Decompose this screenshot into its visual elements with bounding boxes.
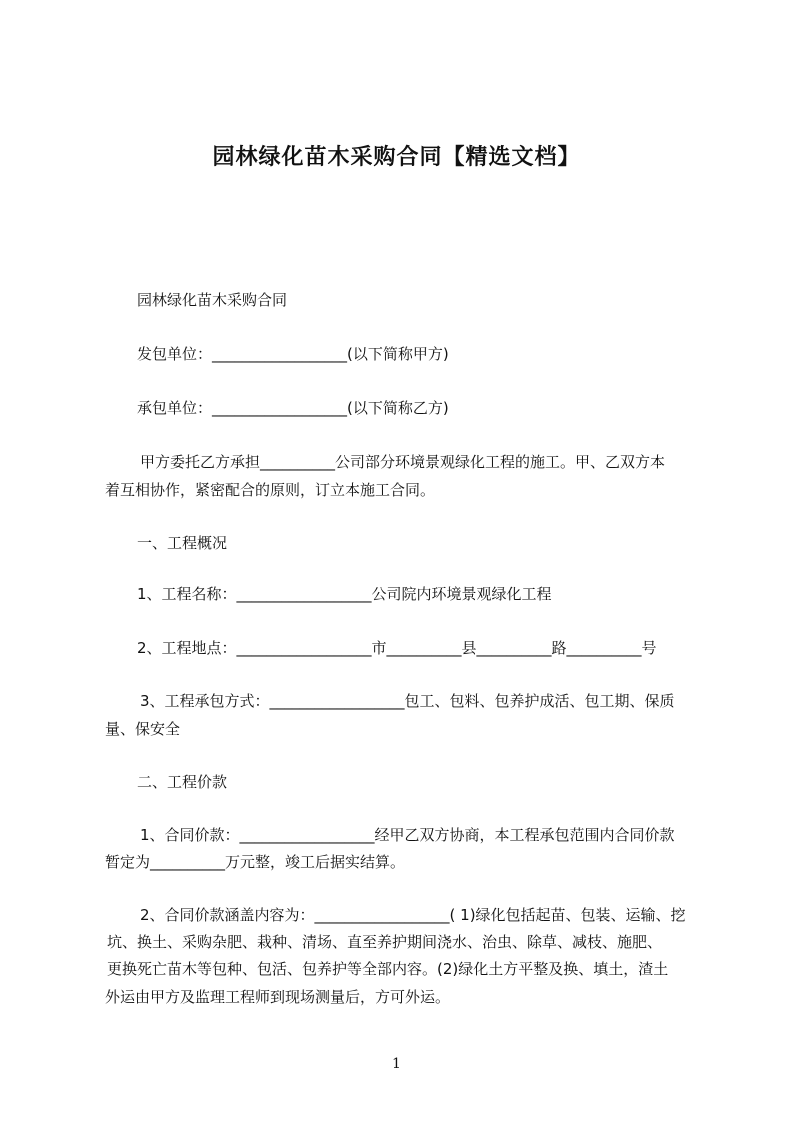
price-scope-line-3: 更换死亡苗木等包种、包活、包养护等全部内容。(2)绿化土方平整及换、填土，渣土 [107,960,669,978]
project-name-line: 1、工程名称：__________________公司院内环境景观绿化工程 [137,585,552,603]
project-location-line: 2、工程地点：__________________市__________县__________路__________号 [137,639,657,657]
contract-method-line-2: 量、保安全 [105,720,181,738]
price-scope-line-1: 2、合同价款涵盖内容为：__________________( 1)绿化包括起苗、包装、运输、挖 [140,906,686,924]
employer-line: 发包单位：__________________(以下简称甲方) [137,345,449,363]
contractor-line: 承包单位：__________________(以下简称乙方) [137,399,449,417]
preamble-line-1: 甲方委托乙方承担__________公司部分环境景观绿化工程的施工。甲、乙双方本 [140,453,666,471]
page-number: 1 [392,1056,401,1072]
preamble-line-2: 着互相协作，紧密配合的原则，订立本施工合同。 [105,481,436,499]
document-title: 园林绿化苗木采购合同【精选文档】 [212,145,581,170]
section-heading-overview: 一、工程概况 [137,534,228,552]
price-scope-line-4: 外运由甲方及监理工程师到现场测量后，方可外运。 [105,988,451,1006]
contract-price-line-1: 1、合同价款：__________________经甲乙双方协商，本工程承包范围内合同价款 [140,826,675,844]
contract-method-line-1: 3、工程承包方式：__________________包工、包料、包养护成活、包工期、保质 [140,692,675,710]
contract-subtitle: 园林绿化苗木采购合同 [137,291,288,309]
section-heading-price: 二、工程价款 [137,773,228,791]
contract-price-line-2: 暂定为__________万元整，竣工后据实结算。 [105,853,406,871]
price-scope-line-2: 坑、换土、采购杂肥、栽种、清场、直至养护期间浇水、治虫、除草、减枝、施肥、 [107,933,663,951]
